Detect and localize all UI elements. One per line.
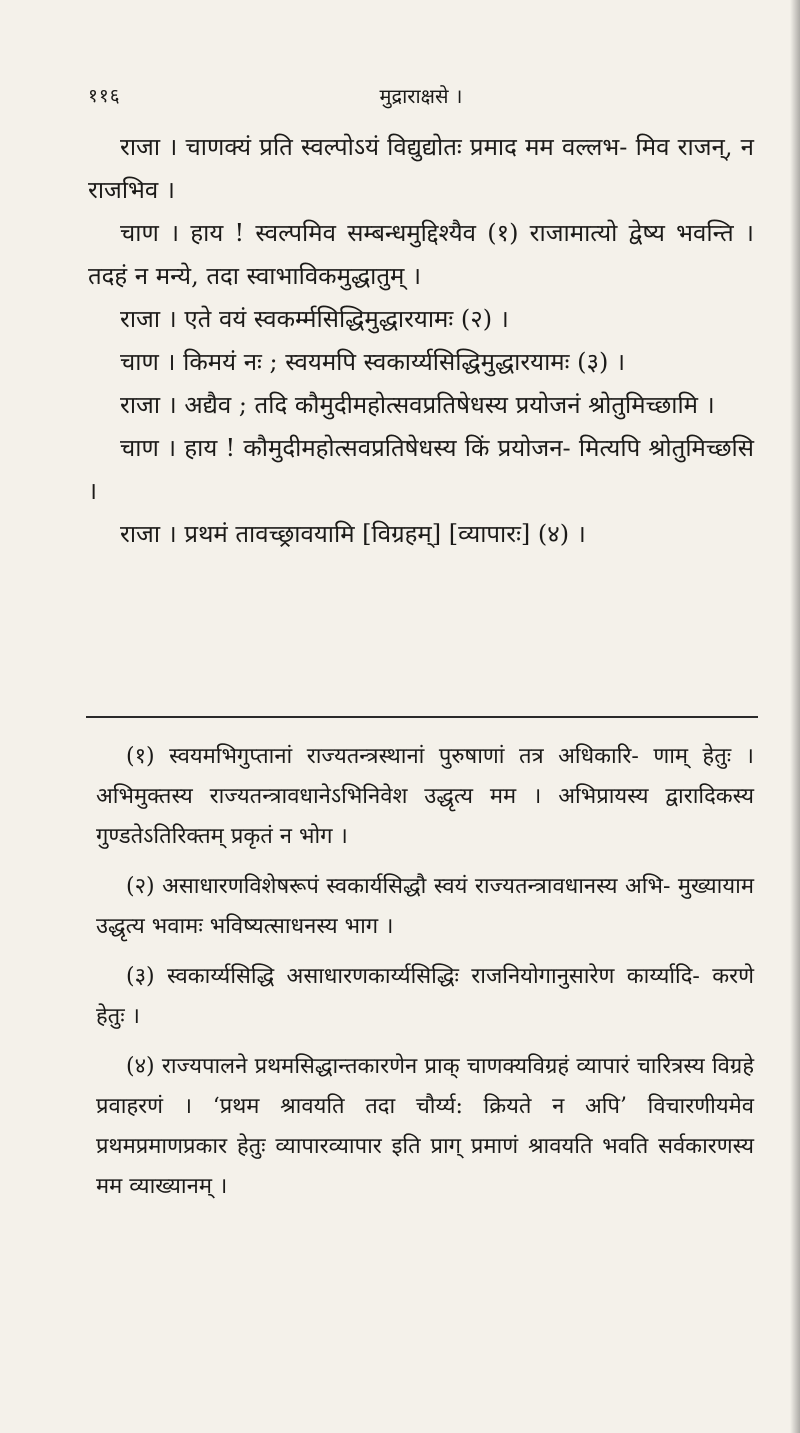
footnote: (२) असाधारणविशेषरूपं स्वकार्यसिद्धौ स्वयं राज्यतन्त्रावधानस्य अभि- मुख्यायाम उद्धृत्य भवामः भविष्यत्साधनस्य भाग । — [96, 874, 754, 939]
footnote: (३) स्वकार्य्यसिद्धि असाधारणकार्य्यसिद्धिः राजनियोगानुसारेण कार्य्यादि- करणे हेतुः । — [96, 964, 754, 1029]
dialogue-line: चाण । हाय ! स्वल्पमिव सम्बन्धमुद्दिश्यैव (१) राजामात्यो द्वेष्य भवन्ति । तदहं न मन्ये, तदा स्वाभाविकमुद्धातुम् । — [88, 219, 754, 290]
footnotes — [96, 737, 754, 1217]
dialogue-line: राजा । अद्यैव ; तदि कौमुदीमहोत्सवप्रतिषेधस्य प्रयोजनं श्रोतुमिच्छामि । — [120, 391, 715, 419]
dialogue-line: चाण । किमयं नः ; स्वयमपि स्वकार्य्यसिद्धिमुद्धारयामः (३) । — [120, 348, 626, 376]
dialogue-line: राजा । चाणक्यं प्रति स्वल्पोऽयं विद्युद्योतः प्रमाद मम वल्लभ- मिव राजन्, न राजभिव । — [88, 133, 754, 204]
running-title: मुद्राराक्षसे । — [379, 84, 463, 108]
page-header — [88, 82, 754, 106]
dialogue-line: राजा । प्रथमं तावच्छ्रावयामि [विग्रहम्] [व्यापारः] (४) । — [120, 520, 586, 548]
dialogue-line: चाण । हाय ! कौमुदीमहोत्सवप्रतिषेधस्य किं प्रयोजन- मित्यपि श्रोतुमिच्छसि । — [88, 434, 754, 505]
page-number: ११६ — [88, 85, 121, 107]
footnote: (१) स्वयमभिगुप्तानां राज्यतन्त्रस्थानां पुरुषाणां तत्र अधिकारि- णाम् हेतुः । अभिमुक्तस्य राज्यतन्त्रावधानेऽभिनिवेश उद्धृत्य मम । अभिप्रायस्य द्वारादिकस्य गुण्डतेऽतिरिक्तम् प्रकृतं न भोग । — [96, 744, 754, 849]
dialogue-body — [88, 126, 754, 556]
footnote-divider — [86, 716, 758, 718]
footnote: (४) राज्यपालने प्रथमसिद्धान्तकारणेन प्राक् चाणक्यविग्रहं व्यापारं चारित्रस्य विग्रहे प्रवाहरणं । ‘प्रथम श्रावयति तदा चौर्य्य: क्रियते न अपि’ विचारणीयमेव प्रथमप्रमाणप्रकार हेतुः व्यापारव्यापार इति प्राग् प्रमाणं श्रावयति भवति सर्वकारणस्य मम व्याख्यानम् । — [96, 1054, 754, 1199]
dialogue-line: राजा । एते वयं स्वकर्म्मसिद्धिमुद्धारयामः (२) । — [120, 305, 509, 333]
